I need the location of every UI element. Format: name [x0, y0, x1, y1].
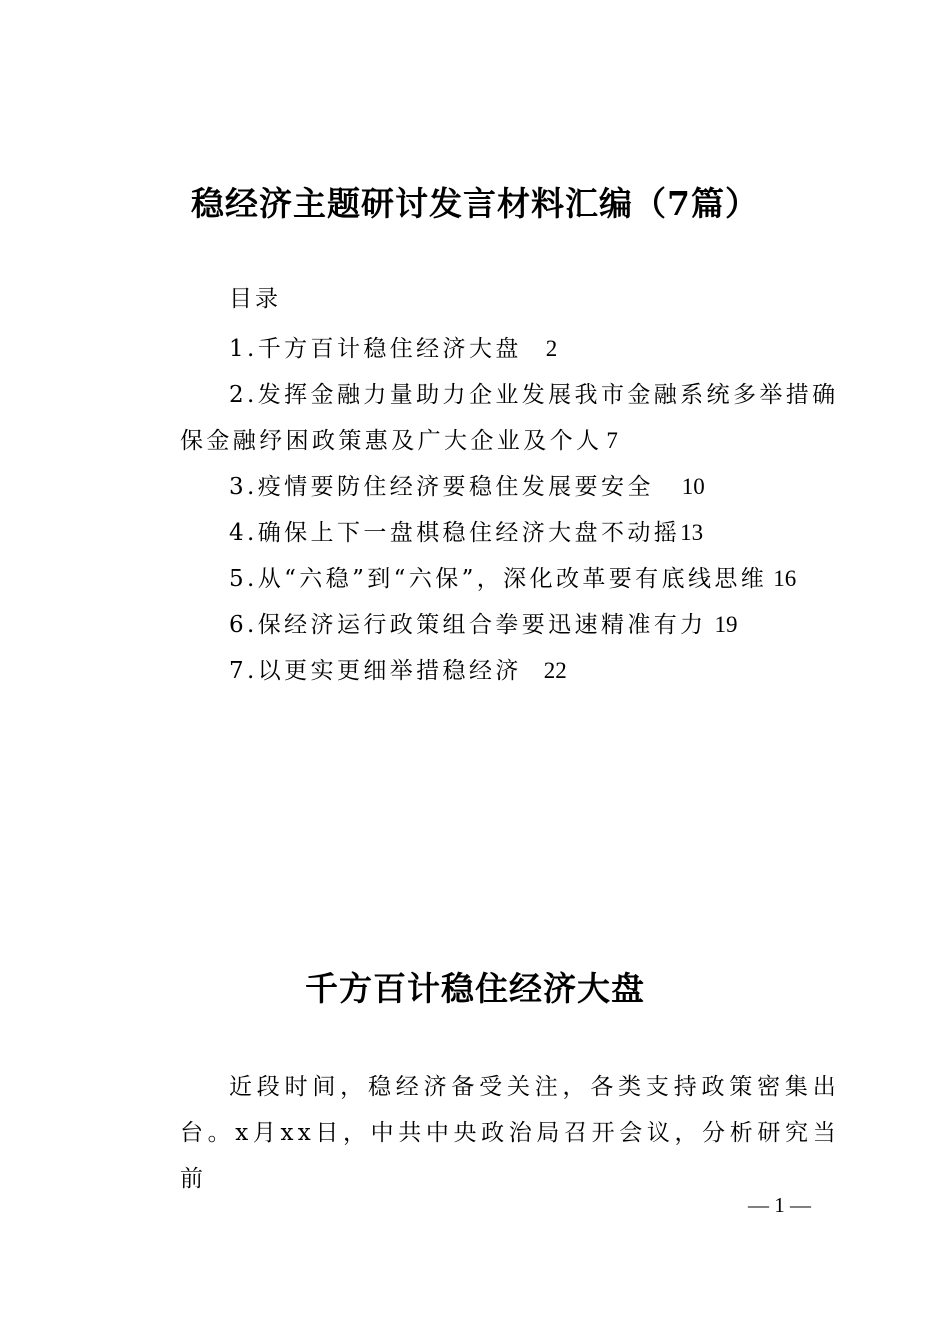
toc-item [180, 602, 840, 648]
toc-item-page: 22 [543, 658, 567, 683]
page-number: — 1 — [748, 1193, 811, 1217]
toc-item-page: 19 [714, 612, 738, 637]
toc-item-page: 10 [681, 474, 705, 499]
toc-item-page: 13 [680, 520, 704, 545]
toc-item-text: 4.确保上下一盘棋稳住经济大盘不动摇 [229, 520, 681, 546]
toc-label: 目录 [229, 286, 281, 312]
toc-item-text: 2.发挥金融力量助力企业发展我市金融系统多举措确保金融纾困政策惠及广大企业及个人 [180, 382, 839, 454]
toc-item [180, 326, 840, 372]
document-title: 稳经济主题研讨发言材料汇编（7篇） [191, 184, 759, 223]
toc-item-text: 6.保经济运行政策组合拳要迅速精准有力 [229, 612, 707, 638]
toc-item-text: 3.疫情要防住经济要稳住发展要安全 [229, 474, 654, 500]
toc-item [180, 464, 840, 510]
toc-item-text: 7.以更实更细举措稳经济 [229, 658, 522, 684]
toc-item-page: 2 [545, 336, 558, 361]
table-of-contents [180, 326, 840, 694]
toc-item [180, 510, 840, 556]
toc-item [180, 372, 840, 464]
toc-item-text: 1.千方百计稳住经济大盘 [229, 336, 522, 362]
toc-item-page: 16 [773, 566, 797, 591]
toc-item [180, 648, 840, 694]
toc-item-page: 7 [606, 428, 618, 453]
toc-item [180, 556, 840, 602]
section-title: 千方百计稳住经济大盘 [305, 969, 645, 1008]
toc-item-text: 5.从“六稳”到“六保”，深化改革要有底线思维 [229, 566, 768, 592]
body-paragraph: 近段时间，稳经济备受关注，各类支持政策密集出台。x月xx日，中共中央政治局召开会议，分析研究当前 [180, 1074, 840, 1192]
